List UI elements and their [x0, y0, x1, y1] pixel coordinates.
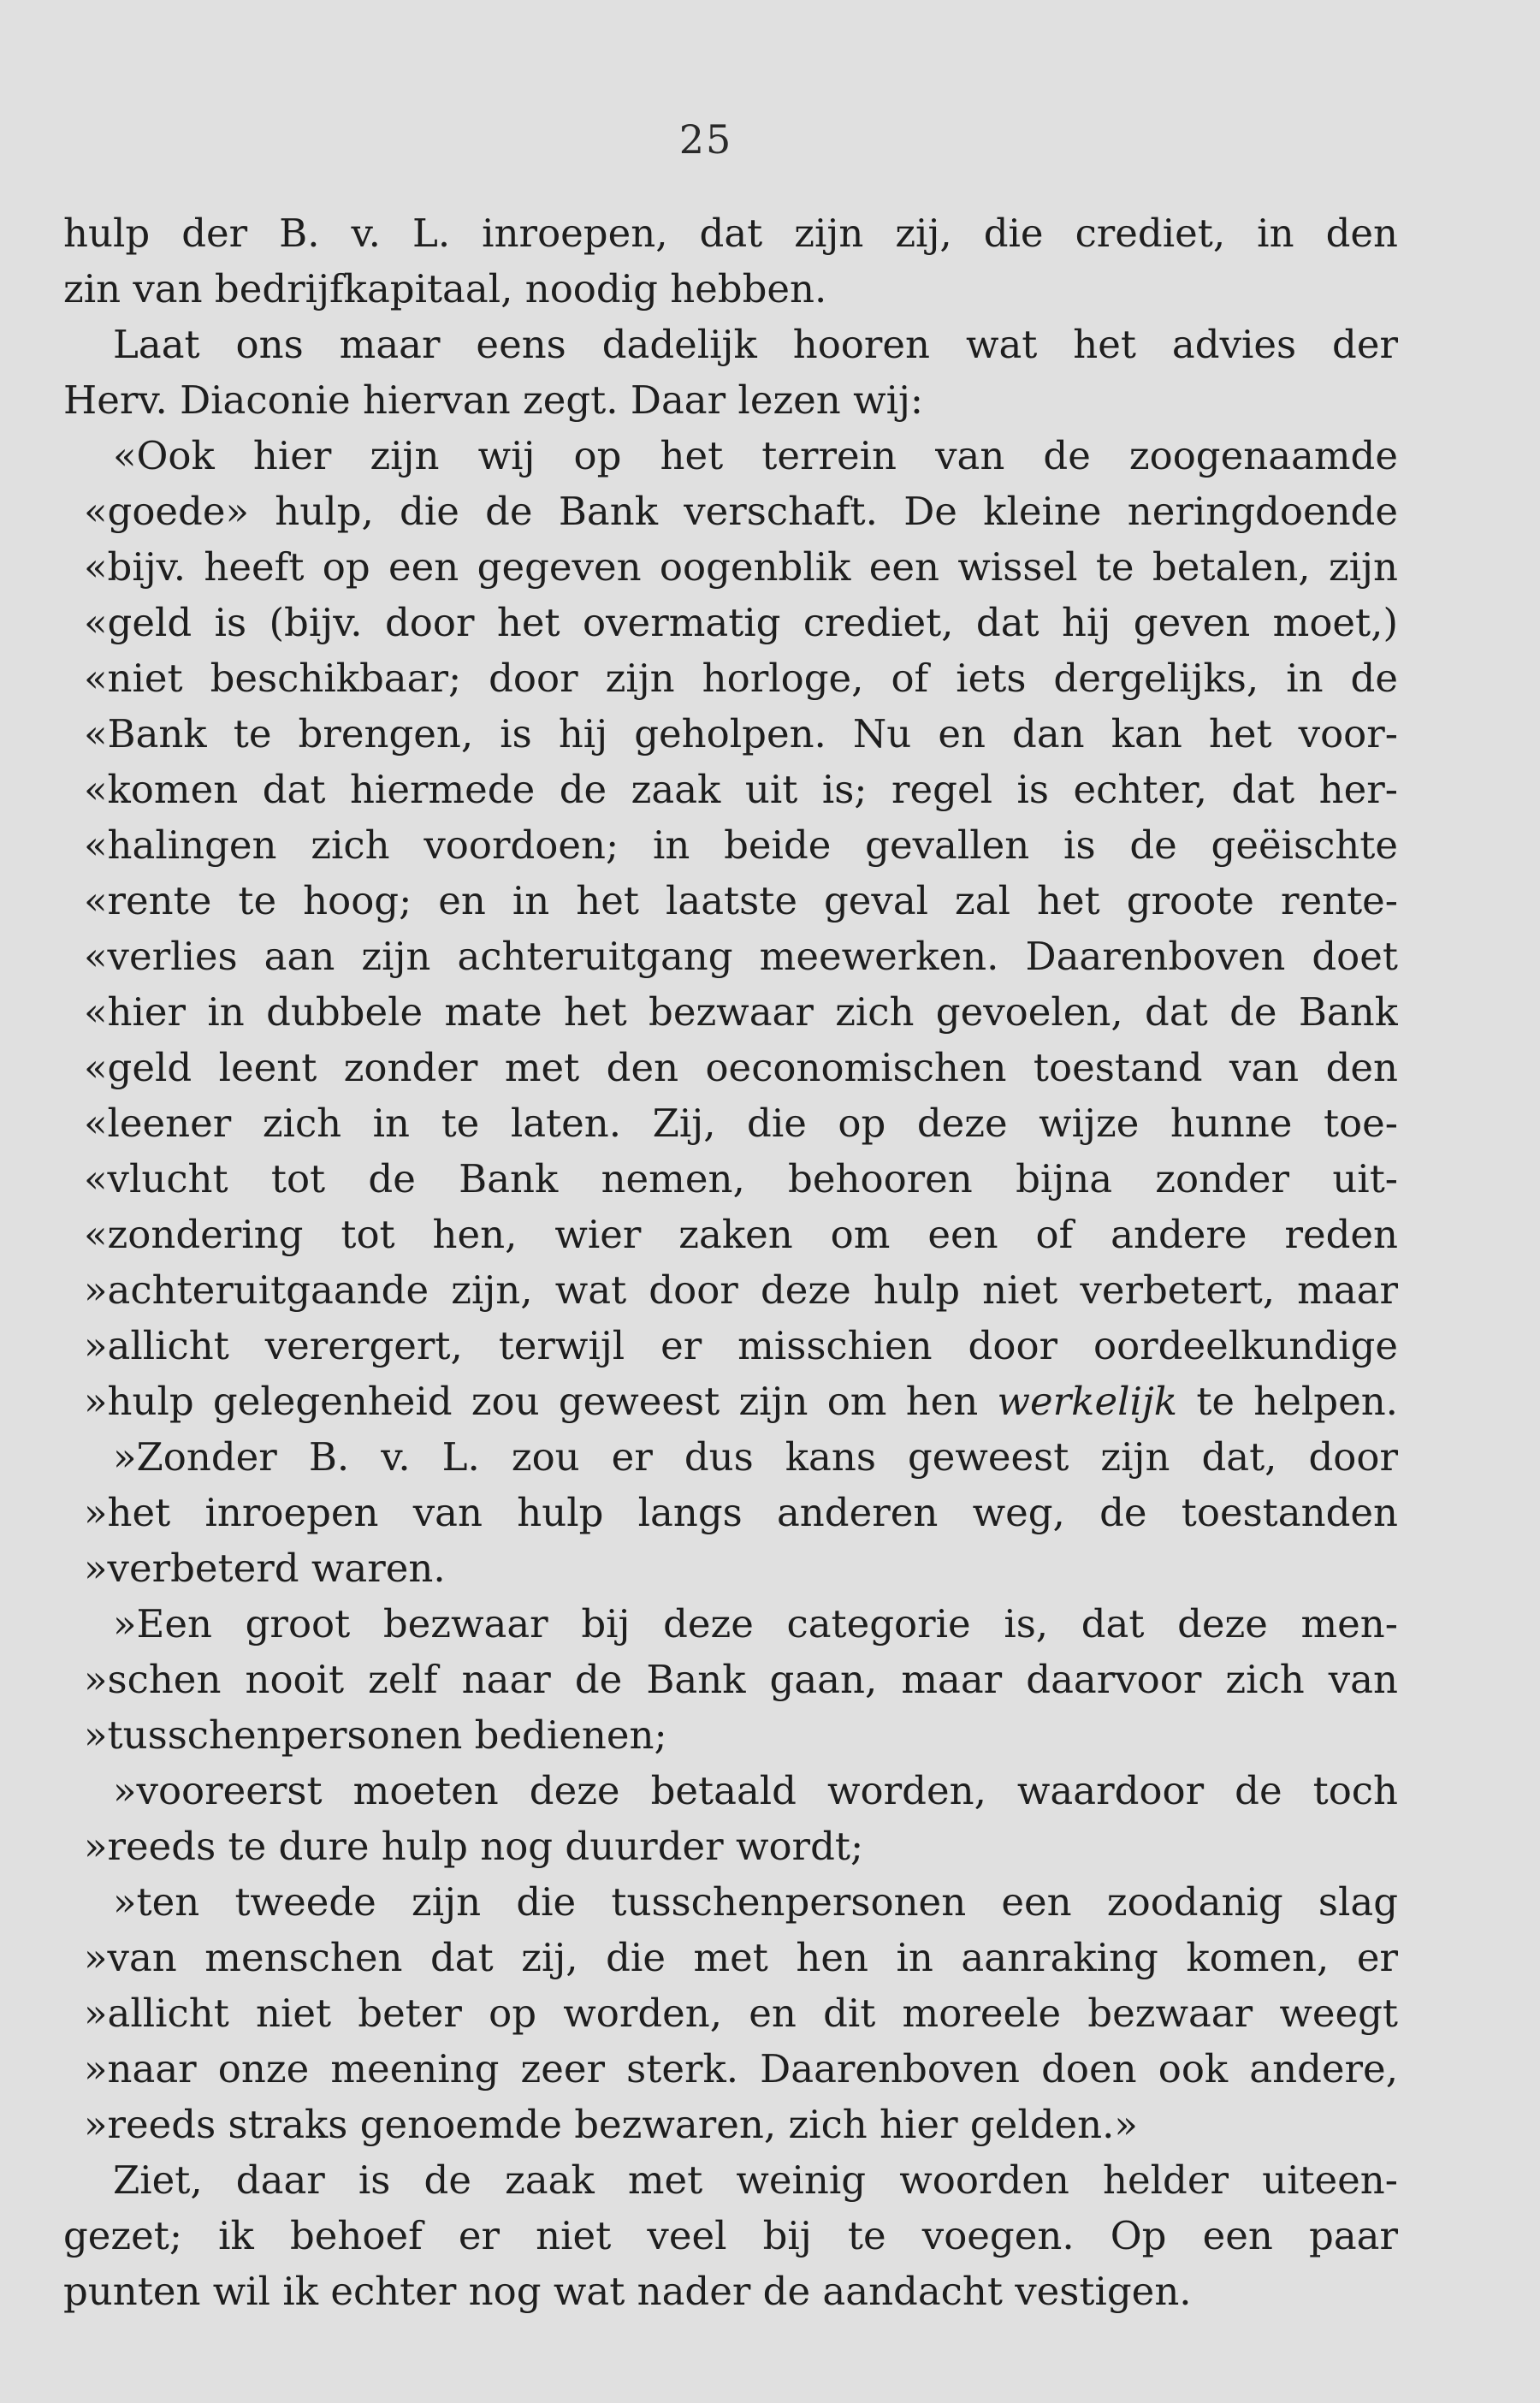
text-line: »Zonder B. v. L. zou er dus kans geweest zijn dat, door [113, 1434, 1398, 1480]
text-line: «goede» hulp, die de Bank verschaft. De kleine neringdoende [84, 489, 1398, 534]
text-line: »verbeterd waren. [84, 1546, 446, 1591]
text-line: Herv. Diaconie hiervan zegt. Daar lezen wij: [63, 377, 924, 423]
emphasized-word: werkelijk [997, 1379, 1178, 1424]
text-line: «verlies aan zijn achteruitgang meewerken. Daarenboven doet [84, 934, 1398, 979]
text-line: »allicht verergert, terwijl er misschien door oordeelkundige [84, 1323, 1398, 1368]
text-line: gezet; ik behoef er niet veel bij te voegen. Op een paar [63, 2213, 1398, 2258]
text-line: «halingen zich voordoen; in beide gevallen is de geëischte [84, 822, 1398, 868]
text-line: »tusschenpersonen bedienen; [84, 1712, 667, 1758]
text-line: hulp der B. v. L. inroepen, dat zijn zij, die crediet, in den [63, 211, 1398, 256]
text-line: »van menschen dat zij, die met hen in aanraking komen, er [84, 1935, 1398, 1980]
text-line: Ziet, daar is de zaak met weinig woorden helder uiteen- [113, 2157, 1398, 2203]
text-line-start: »hulp gelegenheid zou geweest zijn om hen [84, 1379, 998, 1424]
text-line: «hier in dubbele mate het bezwaar zich gevoelen, dat de Bank [84, 989, 1398, 1035]
text-line: «Ook hier zijn wij op het terrein van de zoogenaamde [113, 433, 1398, 478]
text-line: «niet beschikbaar; door zijn horloge, of iets dergelijks, in de [84, 656, 1398, 701]
text-line: «geld is (bijv. door het overmatig crediet, dat hij geven moet,) [84, 600, 1398, 645]
text-line [63, 1374, 1398, 1429]
text-line: »reeds te dure hulp nog duurder wordt; [84, 1824, 864, 1869]
text-line: »reeds straks genoemde bezwaren, zich hier gelden.» [84, 2102, 1138, 2147]
text-line: Laat ons maar eens dadelijk hooren wat het advies der [113, 322, 1398, 367]
text-line: »ten tweede zijn die tusschenpersonen een zoodanig slag [113, 1879, 1398, 1925]
text-line: «komen dat hiermede de zaak uit is; regel is echter, dat her- [84, 767, 1398, 812]
text-line: «zondering tot hen, wier zaken om een of andere reden [84, 1212, 1398, 1257]
text-line: »vooreerst moeten deze betaald worden, waardoor de toch [113, 1768, 1398, 1813]
body-text [63, 205, 1398, 2319]
text-line: «vlucht tot de Bank nemen, behooren bijna zonder uit- [84, 1156, 1398, 1202]
text-line: »Een groot bezwaar bij deze categorie is, dat deze men- [113, 1601, 1398, 1646]
text-line: «geld leent zonder met den oeconomischen toestand van den [84, 1045, 1398, 1090]
text-line-end: te helpen. [1177, 1379, 1398, 1424]
text-line: «leener zich in te laten. Zij, die op deze wijze hunne toe- [84, 1101, 1398, 1146]
text-line: »allicht niet beter op worden, en dit moreele bezwaar weegt [84, 1991, 1398, 2036]
text-line: «Bank te brengen, is hij geholpen. Nu en dan kan het voor- [84, 711, 1398, 756]
text-line: »naar onze meening zeer sterk. Daarenboven doen ook andere, [84, 2046, 1398, 2092]
text-line: »achteruitgaande zijn, wat door deze hulp niet verbetert, maar [84, 1267, 1398, 1313]
text-line: »schen nooit zelf naar de Bank gaan, maar daarvoor zich van [84, 1657, 1398, 1702]
page-number: 25 [678, 116, 733, 163]
text-line: punten wil ik echter nog wat nader de aandacht vestigen. [63, 2269, 1192, 2314]
text-line: «rente te hoog; en in het laatste geval zal het groote rente- [84, 878, 1398, 923]
text-line: «bijv. heeft op een gegeven oogenblik een wissel te betalen, zijn [84, 544, 1398, 590]
text-line: zin van bedrijfkapitaal, noodig hebben. [63, 266, 827, 312]
text-line: »het inroepen van hulp langs anderen weg, de toestanden [84, 1490, 1398, 1535]
